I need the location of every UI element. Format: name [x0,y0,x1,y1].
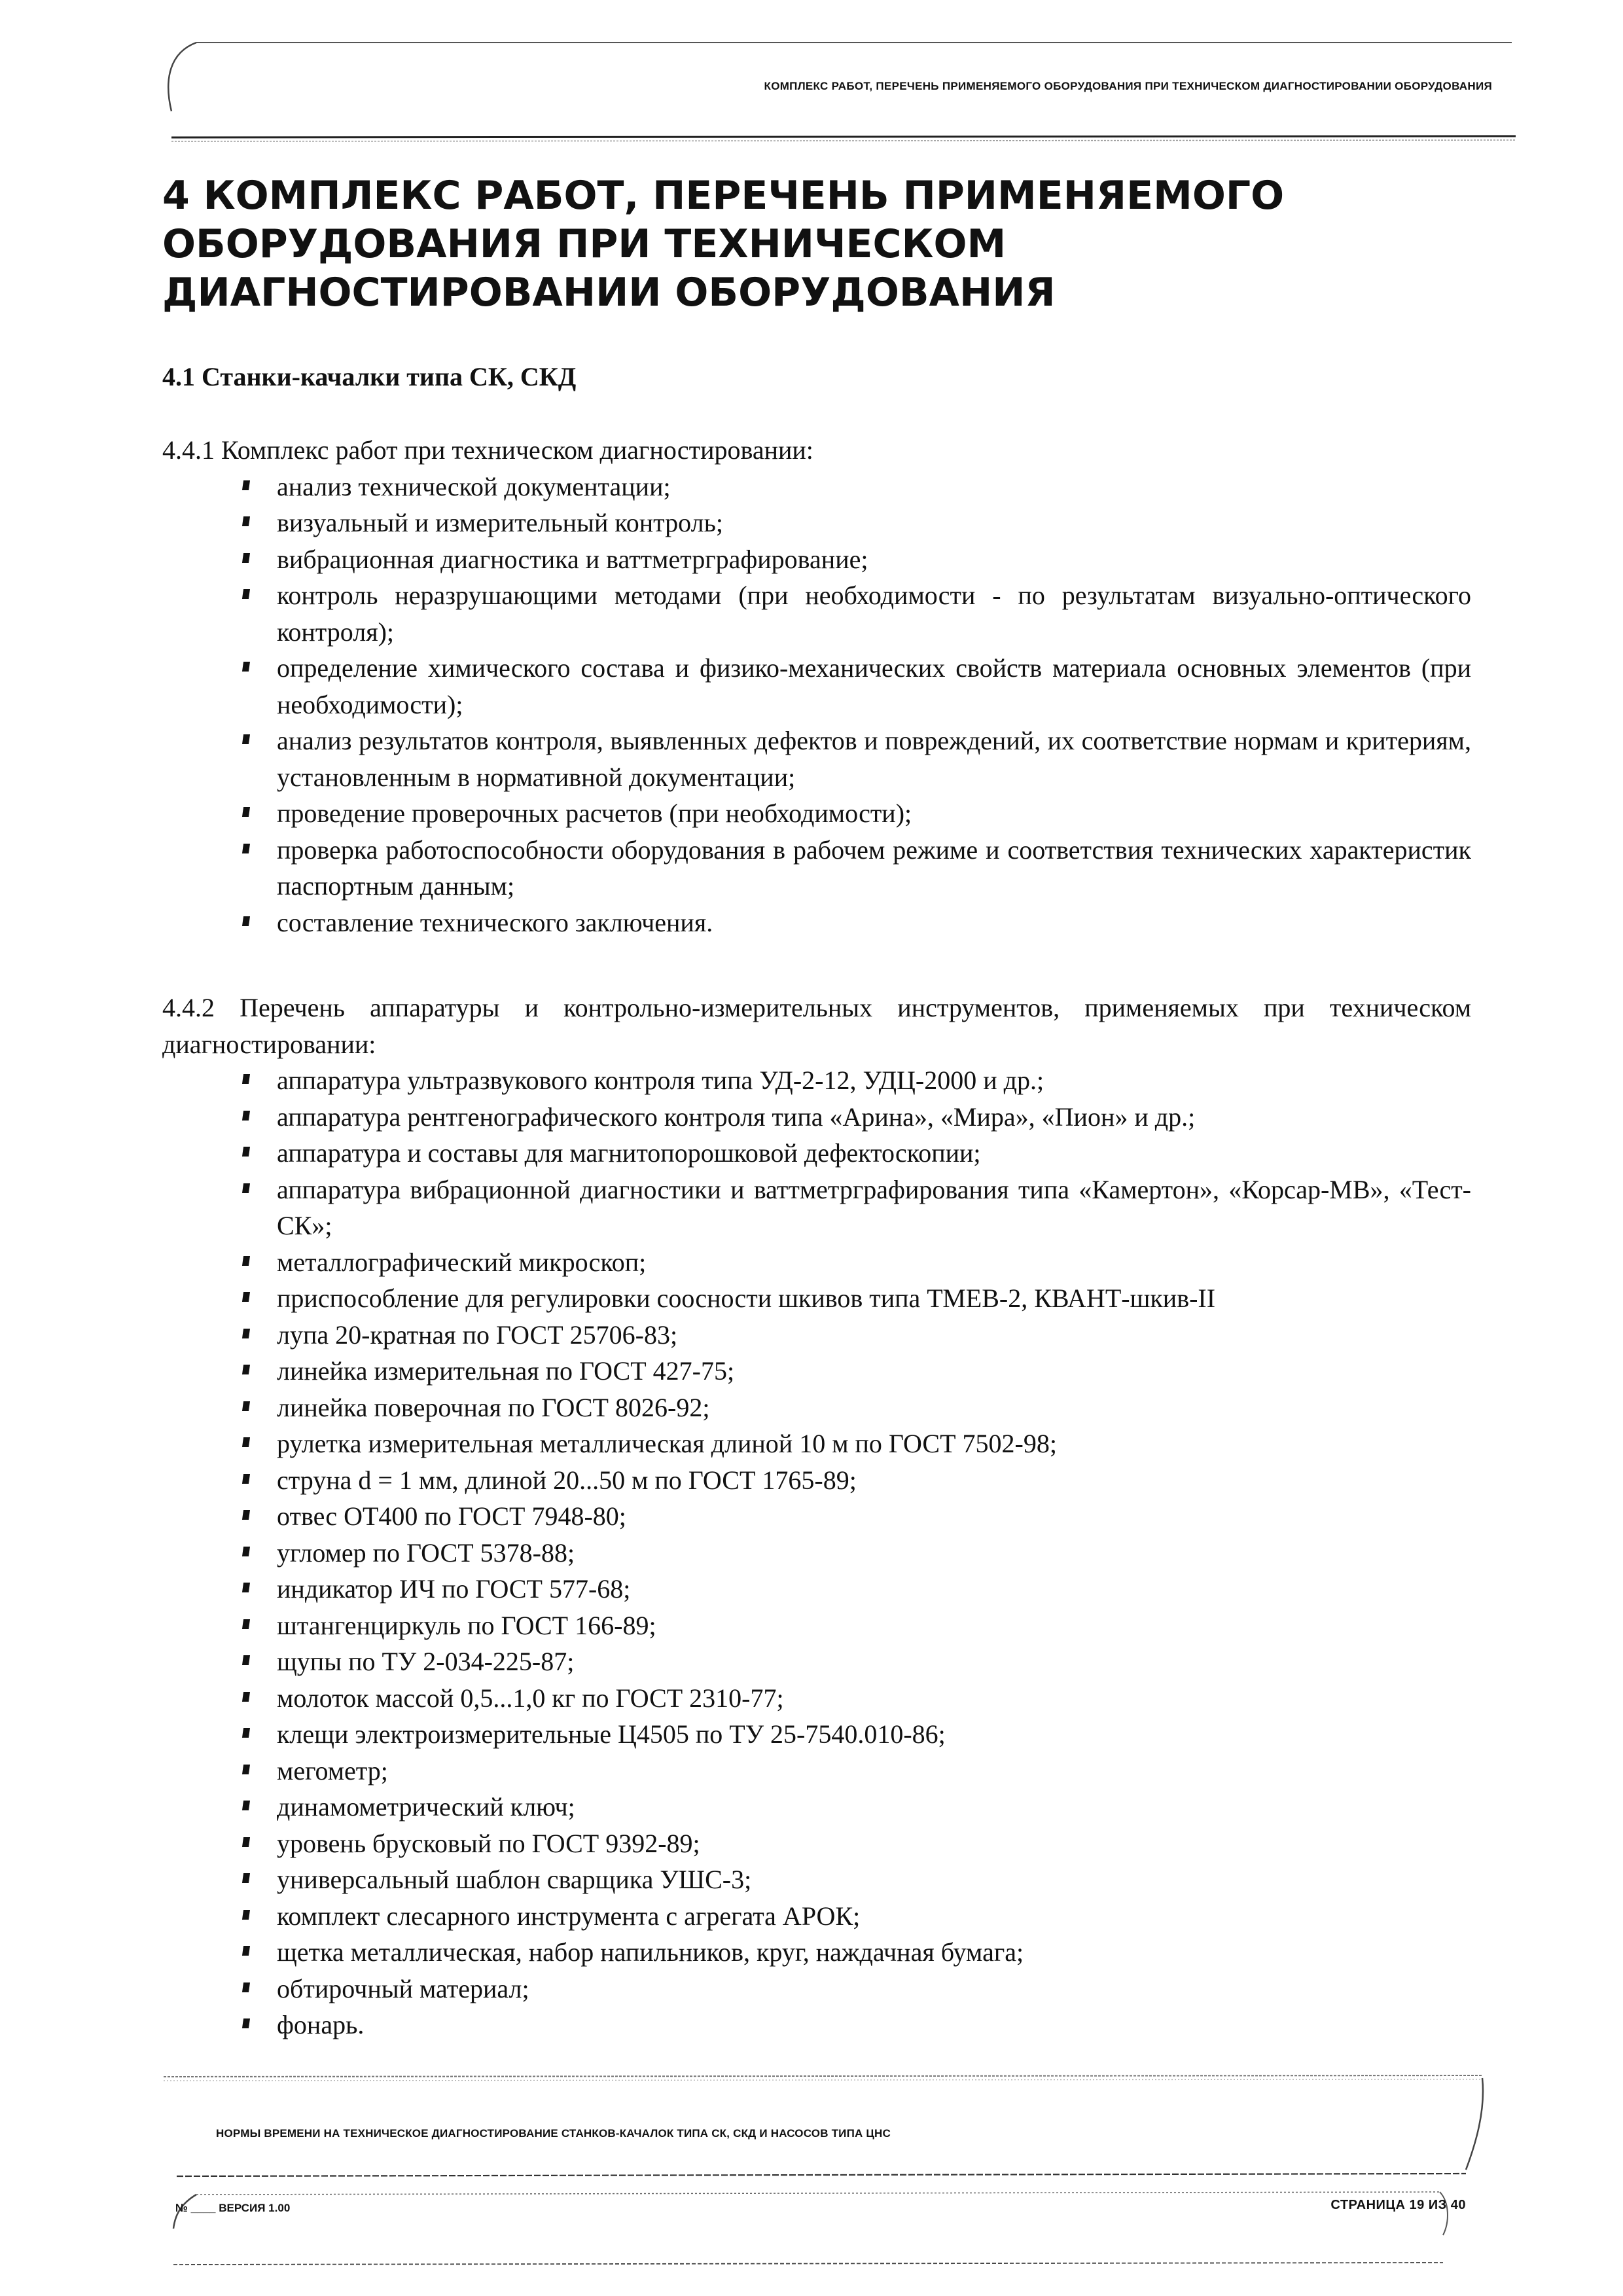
header-frame [157,39,1518,151]
chapter-title-line: 4 КОМПЛЕКС РАБОТ, ПЕРЕЧЕНЬ ПРИМЕНЯЕМОГО [162,173,1285,219]
list-item: составление технического заключения. [277,905,1471,941]
list-item: универсальный шаблон сварщика УШС-3; [277,1861,1471,1898]
list-item: аппаратура вибрационной диагностики и ваттметрграфирования типа «Камертон», «Корсар-МВ», «Тест-СК»; [277,1172,1471,1244]
equipment-list [162,1062,1471,2043]
list-item: проведение проверочных расчетов (при необходимости); [277,795,1471,832]
list-item: линейка поверочная по ГОСТ 8026-92; [277,1390,1471,1426]
list-item: вибрационная диагностика и ваттметрграфирование; [277,541,1471,578]
section-work-scope [162,432,1471,941]
list-item: уровень брусковый по ГОСТ 9392-89; [277,1825,1471,1862]
section-heading: 4.4.2 Перечень аппаратуры и контрольно-измерительных инструментов, применяемых при техническом диагностировании: [162,993,1471,1059]
list-item: проверка работоспособности оборудования в рабочем режиме и соответствия технических характеристик паспортным данным; [277,832,1471,905]
list-item: фонарь. [277,2007,1471,2043]
list-item: отвес ОТ400 по ГОСТ 7948-80; [277,1498,1471,1535]
list-item: угломер по ГОСТ 5378-88; [277,1535,1471,1571]
list-item: аппаратура рентгенографического контроля типа «Арина», «Мира», «Пион» и др.; [277,1099,1471,1136]
list-item: динамометрический ключ; [277,1789,1471,1825]
list-item: анализ результатов контроля, выявленных дефектов и повреждений, их соответствие нормам и критериям, установленным в нормативной документации; [277,723,1471,795]
list-item: щупы по ТУ 2-034-225-87; [277,1643,1471,1680]
running-header: КОМПЛЕКС РАБОТ, ПЕРЕЧЕНЬ ПРИМЕНЯЕМОГО ОБОРУДОВАНИЯ ПРИ ТЕХНИЧЕСКОМ ДИАГНОСТИРОВАНИИ ОБОРУДОВАНИЯ [764,80,1492,92]
list-item: индикатор ИЧ по ГОСТ 577-68; [277,1571,1471,1607]
list-item: молоток массой 0,5...1,0 кг по ГОСТ 2310-77; [277,1680,1471,1717]
list-item: клещи электроизмерительные Ц4505 по ТУ 25-7540.010-86; [277,1716,1471,1753]
list-item: рулетка измерительная металлическая длиной 10 м по ГОСТ 7502-98; [277,1426,1471,1462]
list-item: комплект слесарного инструмента с агрегата АРОК; [277,1898,1471,1935]
work-list [162,469,1471,941]
subsection-heading: 4.1 Станки-качалки типа СК, СКД [162,362,577,391]
list-item: определение химического состава и физико-механических свойств материала основных элементов (при необходимости); [277,650,1471,723]
list-item: анализ технической документации; [277,469,1471,505]
chapter-title-line: ДИАГНОСТИРОВАНИИ ОБОРУДОВАНИЯ [162,270,1056,315]
list-item: струна d = 1 мм, длиной 20...50 м по ГОСТ 1765-89; [277,1462,1471,1499]
list-item: обтирочный материал; [277,1971,1471,2007]
list-item: щетка металлическая, набор напильников, круг, наждачная бумага; [277,1934,1471,1971]
section-heading: 4.4.1 Комплекс работ при техническом диагностировании: [162,435,813,465]
footer-document-title: НОРМЫ ВРЕМЕНИ НА ТЕХНИЧЕСКОЕ ДИАГНОСТИРОВАНИЕ СТАНКОВ-КАЧАЛОК ТИПА СК, СКД И НАСОСОВ ТИПА ЦНС [216,2127,891,2140]
list-item: штангенциркуль по ГОСТ 166-89; [277,1607,1471,1644]
chapter-title-line: ОБОРУДОВАНИЯ ПРИ ТЕХНИЧЕСКОМ [162,221,1007,267]
footer-frame [157,2072,1518,2294]
list-item: аппаратура и составы для магнитопорошковой дефектоскопии; [277,1135,1471,1172]
section-equipment-list [162,990,1471,2043]
list-item: аппаратура ультразвукового контроля типа УД-2-12, УДЦ-2000 и др.; [277,1062,1471,1099]
list-item: приспособление для регулировки соосности шкивов типа ТМЕВ-2, КВАНТ-шкив-II [277,1280,1471,1317]
list-item: мегометр; [277,1753,1471,1789]
list-item: визуальный и измерительный контроль; [277,505,1471,541]
list-item: лупа 20-кратная по ГОСТ 25706-83; [277,1317,1471,1354]
footer-page-number: СТРАНИЦА 19 ИЗ 40 [1330,2198,1466,2212]
list-item: контроль неразрушающими методами (при необходимости - по результатам визуально-оптического контроля); [277,577,1471,650]
list-item: линейка измерительная по ГОСТ 427-75; [277,1353,1471,1390]
chapter-title [162,171,1406,317]
footer-version: № ____ ВЕРСИЯ 1.00 [175,2202,291,2214]
list-item: металлографический микроскоп; [277,1244,1471,1281]
